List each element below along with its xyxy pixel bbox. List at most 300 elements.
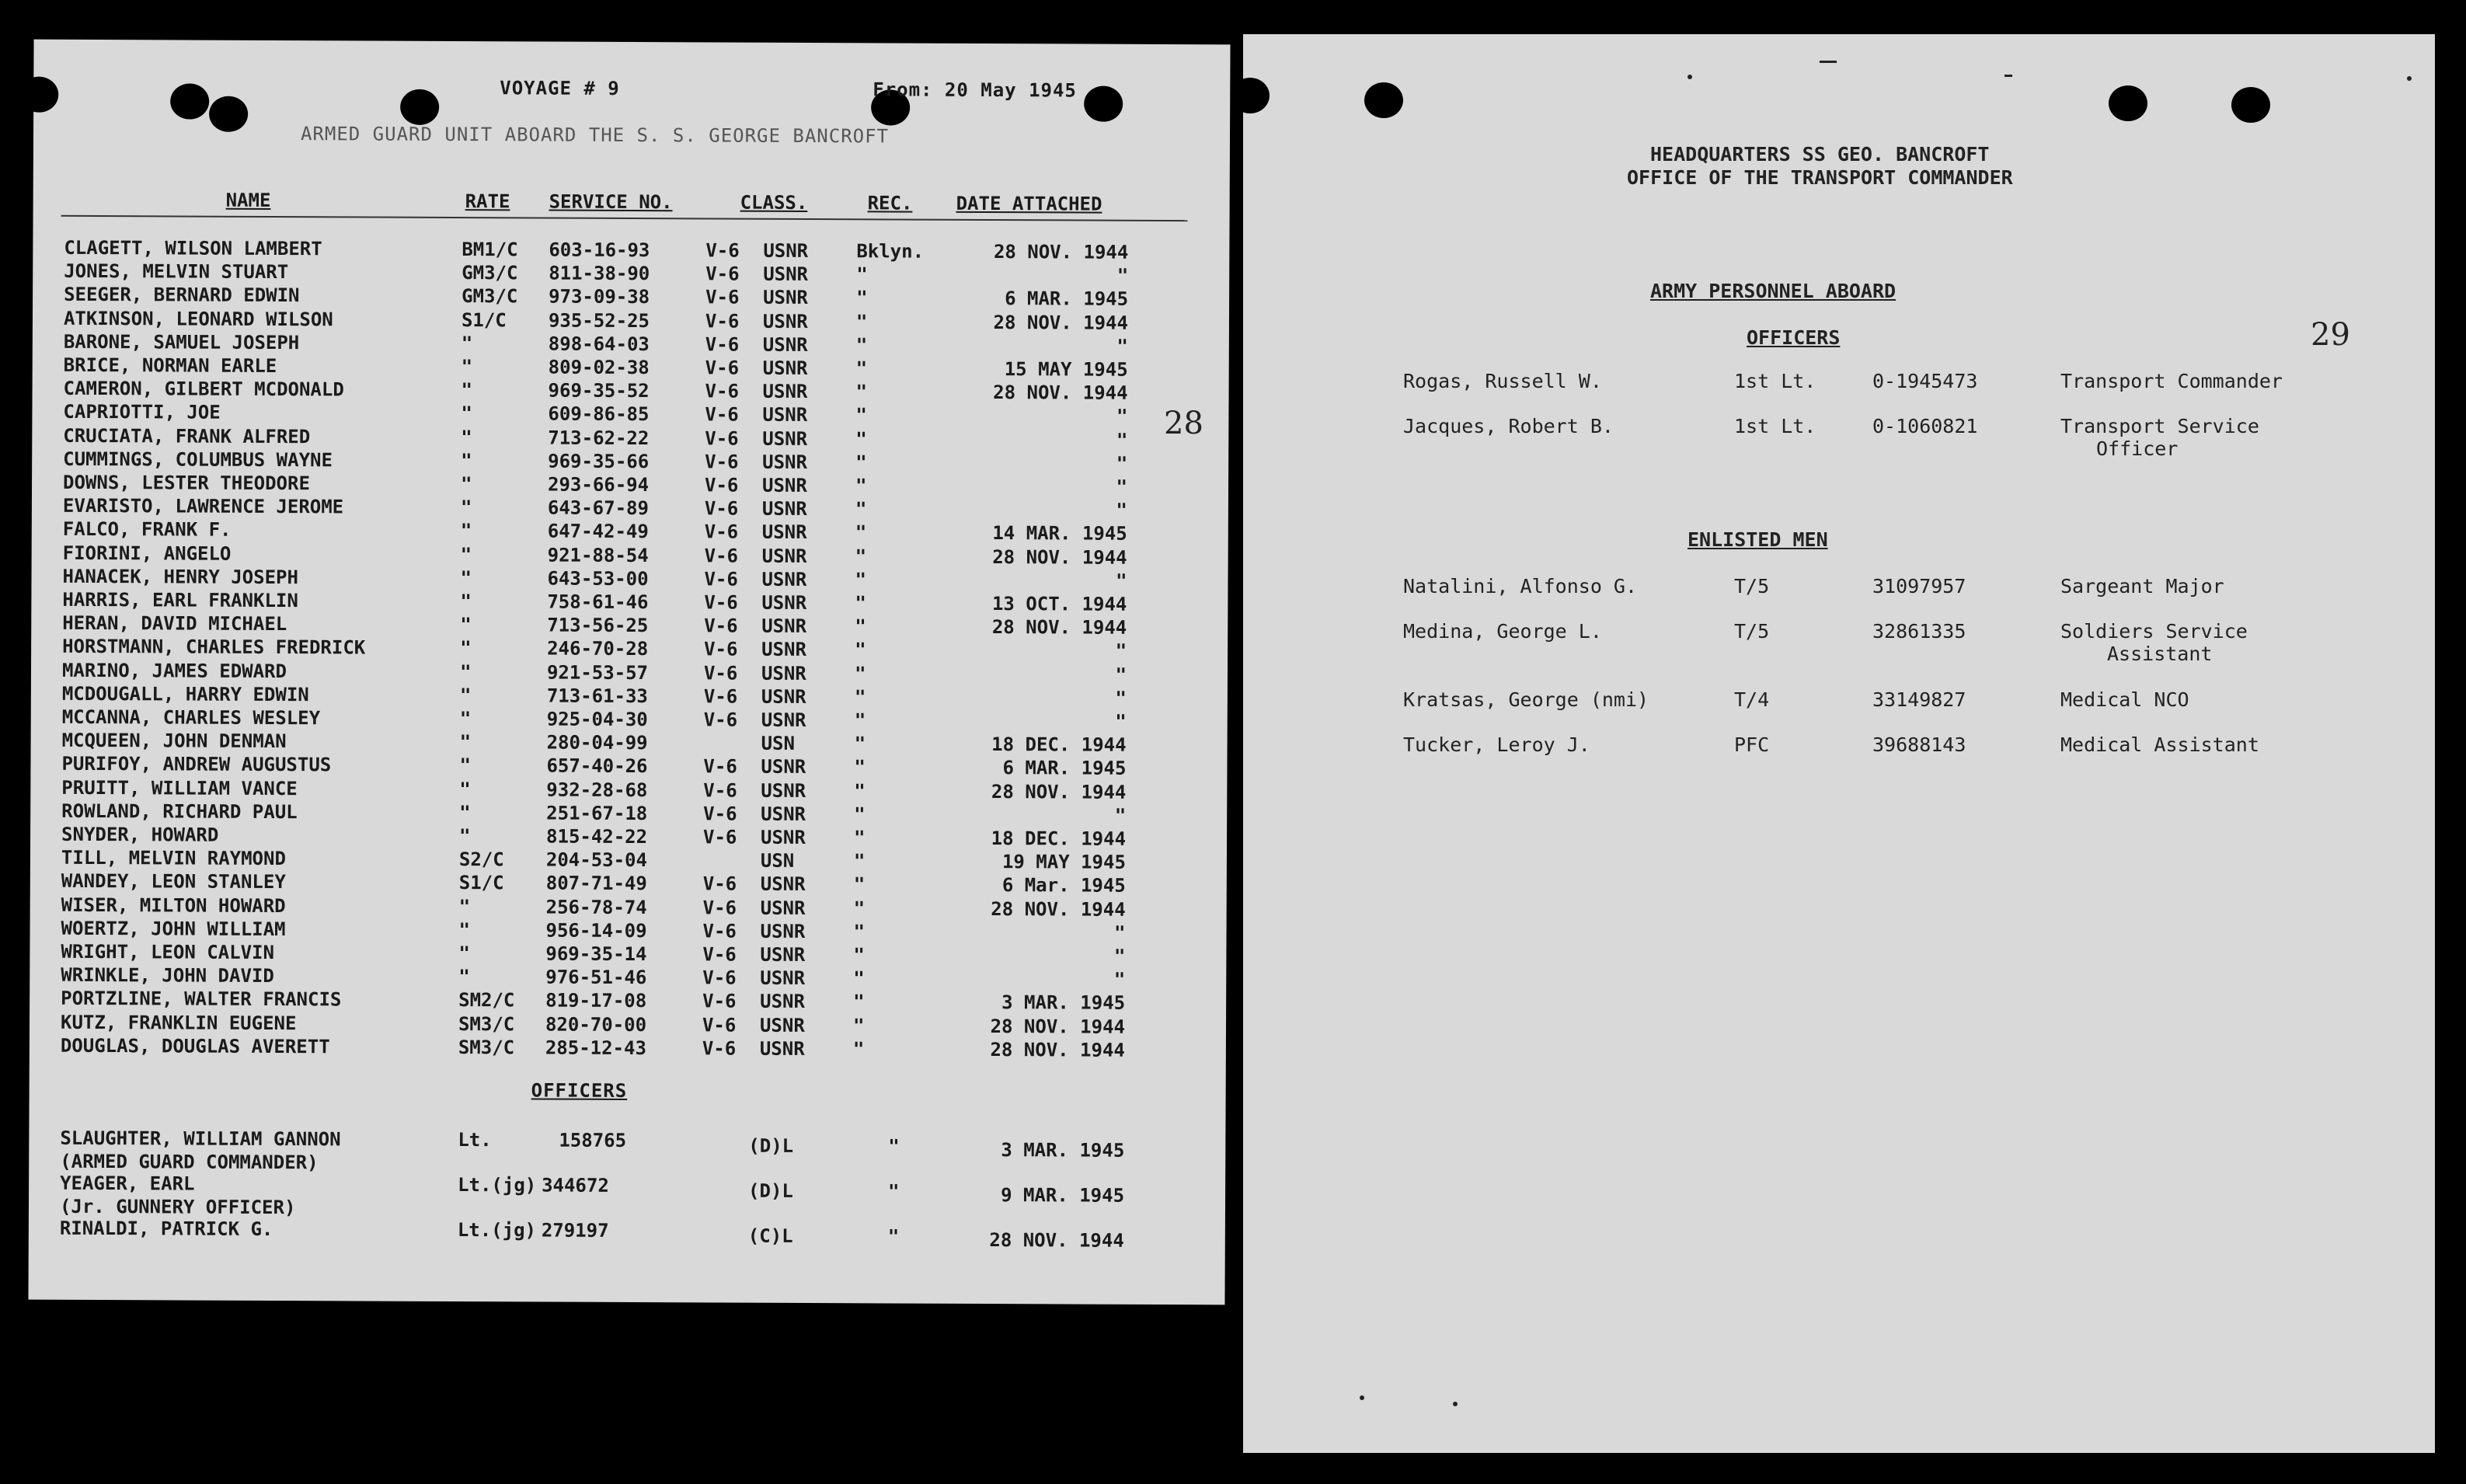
crew-rec: " — [855, 569, 867, 591]
crew-registry: USNR — [762, 333, 808, 356]
crew-rate: " — [458, 942, 470, 965]
officer-class: (C)L — [747, 1224, 793, 1247]
crew-name: BRICE, NORMAN EARLE — [63, 354, 277, 378]
crew-date-attached: 28 NOV. 1944 — [993, 381, 1128, 404]
crew-service-number: 285-12-43 — [545, 1036, 646, 1060]
officer-name: YEAGER, EARL — [60, 1172, 195, 1195]
crew-name: PRUITT, WILLIAM VANCE — [61, 776, 298, 800]
crew-name: HANACEK, HENRY JOSEPH — [62, 565, 299, 589]
crew-rate: GM3/C — [462, 262, 518, 284]
rec-column-header: REC. — [867, 192, 913, 214]
crew-name: FALCO, FRANK F. — [62, 517, 232, 541]
crew-date-attached: " — [1114, 921, 1126, 944]
punch-hole — [19, 77, 58, 113]
speck — [1688, 75, 1692, 79]
speck — [2004, 75, 2012, 77]
crew-name: FIORINI, ANGELO — [62, 542, 232, 565]
crew-rate: " — [460, 520, 472, 542]
crew-registry: USNR — [761, 474, 807, 496]
crew-rate: GM3/C — [462, 285, 518, 308]
crew-registry: USNR — [761, 685, 806, 708]
crew-class: V-6 — [704, 474, 739, 496]
crew-service-number: 713-61-33 — [546, 685, 648, 708]
crew-service-number: 204-53-04 — [545, 848, 648, 872]
person-serial-number: 0-1945473 — [1872, 370, 1978, 392]
crew-class: V-6 — [703, 755, 737, 778]
crew-date-attached: 28 NOV. 1944 — [990, 1015, 1126, 1038]
crew-class: V-6 — [705, 333, 740, 356]
crew-date-attached: " — [1116, 335, 1128, 357]
crew-rec: " — [855, 615, 866, 638]
crew-registry: USNR — [760, 920, 806, 942]
crew-name: DOWNS, LESTER THEODORE — [62, 471, 311, 495]
officer-rate: Lt.(jg) — [458, 1174, 537, 1197]
crew-class: V-6 — [705, 427, 739, 450]
person-duty-continued: Assistant — [2107, 643, 2213, 665]
crew-date-attached: 28 NOV. 1944 — [993, 312, 1129, 334]
crew-class: V-6 — [702, 990, 737, 1012]
crew-name: PURIFOY, ANDREW AUGUSTUS — [61, 752, 332, 776]
crew-rate: " — [460, 496, 472, 519]
officer-service-number: 279197 — [541, 1219, 609, 1242]
crew-class: V-6 — [703, 803, 737, 825]
person-duty: Sargeant Major — [2060, 575, 2224, 597]
crew-date-attached: 28 NOV. 1944 — [991, 898, 1126, 921]
crew-registry: USNR — [760, 990, 806, 1012]
crew-registry: USN — [761, 732, 796, 754]
service-column-header: SERVICE NO. — [549, 190, 673, 214]
crew-rec: " — [854, 733, 866, 755]
crew-registry: USNR — [760, 943, 806, 966]
crew-date-attached: " — [1114, 804, 1127, 827]
person-serial-number: 33149827 — [1872, 688, 1966, 711]
crew-name: CRUCIATA, FRANK ALFRED — [63, 424, 311, 448]
crew-service-number: 811-38-90 — [549, 262, 650, 285]
crew-name: WISER, MILTON HOWARD — [61, 894, 286, 918]
crew-registry: USNR — [761, 662, 806, 685]
crew-class: V-6 — [704, 521, 739, 543]
punch-hole — [1364, 82, 1403, 118]
office-heading: OFFICE OF THE TRANSPORT COMMANDER — [1627, 166, 2013, 189]
crew-service-number: 969-35-66 — [548, 450, 650, 473]
crew-rec: " — [852, 1015, 865, 1037]
officers-heading: OFFICERS — [1747, 326, 1841, 349]
crew-rec: " — [855, 545, 867, 568]
crew-class: V-6 — [703, 709, 738, 731]
crew-registry: USNR — [763, 263, 809, 285]
crew-service-number: 815-42-22 — [546, 825, 648, 848]
crew-service-number: 969-35-52 — [548, 379, 650, 402]
person-duty: Medical NCO — [2060, 688, 2189, 711]
crew-rate: S2/C — [458, 848, 504, 871]
crew-date-attached: " — [1115, 639, 1127, 662]
headquarters-heading: HEADQUARTERS SS GEO. BANCROFT — [1650, 143, 1990, 165]
officer-class: (D)L — [748, 1134, 794, 1157]
crew-date-attached: 28 NOV. 1944 — [993, 241, 1129, 263]
crew-registry: USNR — [759, 1014, 805, 1036]
person-serial-number: 32861335 — [1872, 620, 1966, 643]
crew-class: V-6 — [702, 1037, 737, 1060]
officer-rec: " — [888, 1135, 900, 1158]
crew-rec: " — [853, 873, 866, 896]
crew-name: BARONE, SAMUEL JOSEPH — [63, 330, 300, 354]
crew-date-attached: 6 MAR. 1945 — [1005, 287, 1129, 310]
crew-name: PORTZLINE, WALTER FRANCIS — [61, 987, 342, 1011]
crew-rec: " — [854, 709, 866, 732]
punch-hole — [170, 83, 209, 119]
crew-service-number: 280-04-99 — [546, 731, 648, 754]
header-rule — [61, 215, 1188, 221]
crew-rec: " — [855, 357, 868, 380]
crew-date-attached: 13 OCT. 1944 — [991, 593, 1127, 615]
crew-rec: " — [853, 944, 865, 967]
crew-service-number: 820-70-00 — [545, 1013, 647, 1036]
crew-name: SNYDER, HOWARD — [61, 823, 219, 846]
person-rank: T/4 — [1734, 688, 1770, 711]
crew-registry: USNR — [761, 497, 807, 520]
crew-class: V-6 — [703, 779, 737, 802]
punch-hole — [400, 89, 439, 125]
crew-service-number: 956-14-09 — [545, 919, 647, 942]
crew-registry: USNR — [761, 638, 806, 660]
class-column-header: CLASS. — [740, 191, 808, 214]
crew-class: V-6 — [703, 685, 738, 708]
crew-registry: USNR — [760, 897, 806, 919]
officer-name: RINALDI, PATRICK G. — [59, 1217, 273, 1241]
crew-rec: " — [855, 428, 867, 451]
crew-name: CUMMINGS, COLUMBUS WAYNE — [63, 448, 333, 472]
person-serial-number: 31097957 — [1872, 575, 1966, 597]
crew-name: WOERTZ, JOHN WILLIAM — [61, 917, 286, 941]
crew-date-attached: " — [1116, 499, 1127, 521]
crew-registry: USNR — [763, 286, 808, 308]
crew-date-attached: " — [1116, 405, 1128, 427]
crew-name: EVARISTO, LAWRENCE JEROME — [62, 494, 344, 518]
crew-rec: Bklyn. — [856, 240, 925, 263]
officer-class: (D)L — [748, 1179, 793, 1202]
crew-rec: " — [855, 404, 867, 427]
officer-rate: Lt. — [458, 1129, 492, 1151]
person-name: Medina, George L. — [1403, 620, 1602, 643]
name-column-header: NAME — [225, 189, 271, 211]
crew-registry: USNR — [762, 380, 808, 402]
crew-rate: S1/C — [461, 309, 507, 332]
crew-date-attached: 18 DEC. 1944 — [991, 733, 1127, 756]
officer-role-note: (Jr. GUNNERY OFFICER) — [59, 1195, 296, 1219]
crew-class: V-6 — [702, 920, 737, 942]
crew-date-attached: " — [1116, 264, 1129, 287]
crew-rec: " — [854, 780, 866, 803]
officers-heading: OFFICERS — [531, 1079, 628, 1102]
crew-rec: " — [855, 451, 867, 474]
crew-class: V-6 — [705, 357, 740, 379]
crew-date-attached: " — [1113, 945, 1126, 967]
crew-service-number: 976-51-46 — [545, 966, 647, 989]
page-number-right: 29 — [2311, 317, 2350, 353]
crew-rate: " — [458, 966, 470, 988]
punch-hole — [2109, 85, 2147, 121]
crew-rate: S1/C — [458, 872, 504, 894]
crew-service-number: 809-02-38 — [548, 356, 650, 379]
crew-class: V-6 — [702, 967, 737, 989]
crew-rec: " — [856, 287, 868, 309]
crew-date-attached: " — [1115, 664, 1127, 686]
officer-service-number: 158765 — [559, 1129, 627, 1151]
crew-registry: USNR — [761, 591, 807, 614]
crew-class: V-6 — [703, 826, 737, 848]
crew-name: HARRIS, EARL FRANKLIN — [62, 588, 298, 612]
crew-rate: SM3/C — [458, 1013, 515, 1036]
crew-service-number: 898-64-03 — [548, 333, 650, 356]
crew-service-number: 713-62-22 — [548, 427, 650, 450]
crew-name: MCQUEEN, JOHN DENMAN — [61, 729, 287, 753]
crew-rec: " — [853, 991, 865, 1013]
crew-rate: " — [460, 614, 472, 636]
crew-class: V-6 — [705, 286, 740, 308]
crew-class: V-6 — [703, 662, 738, 685]
person-duty: Transport Commander — [2060, 370, 2283, 392]
crew-registry: USNR — [760, 873, 806, 895]
person-duty: Transport Service — [2060, 415, 2259, 437]
person-rank: 1st Lt. — [1734, 370, 1816, 392]
crew-rate: " — [460, 567, 472, 590]
crew-registry: USNR — [763, 239, 809, 262]
army-personnel-heading: ARMY PERSONNEL ABOARD — [1650, 280, 1897, 302]
crew-rec: " — [855, 334, 868, 357]
crew-rate: " — [459, 731, 472, 754]
person-name: Natalini, Alfonso G. — [1403, 575, 1638, 597]
crew-rate: " — [460, 590, 472, 613]
officer-rate: Lt.(jg) — [457, 1219, 537, 1242]
crew-rate: " — [460, 637, 472, 660]
crew-rec: " — [852, 1038, 865, 1061]
crew-registry: USNR — [762, 403, 808, 426]
speck — [1453, 1402, 1458, 1406]
crew-rec: " — [855, 311, 868, 333]
crew-service-number: 921-53-57 — [546, 661, 649, 685]
crew-service-number: 657-40-26 — [546, 754, 648, 778]
person-rank: PFC — [1734, 733, 1770, 756]
punch-hole — [2463, 89, 2466, 124]
crew-service-number: 246-70-28 — [547, 637, 649, 660]
person-duty: Medical Assistant — [2060, 733, 2259, 756]
crew-class: V-6 — [704, 568, 738, 590]
person-rank: T/5 — [1734, 575, 1770, 597]
crew-rec: " — [854, 663, 866, 685]
crew-name: MCDOUGALL, HARRY EDWIN — [61, 682, 309, 706]
crew-rate: " — [461, 427, 472, 449]
crew-class: V-6 — [705, 310, 740, 333]
crew-name: CAPRIOTTI, JOE — [63, 400, 221, 423]
crew-rec: " — [855, 639, 866, 661]
crew-name: JONES, MELVIN STUART — [64, 260, 289, 284]
person-duty-continued: Officer — [2096, 437, 2179, 460]
crew-rate: " — [460, 473, 472, 496]
crew-name: WRIGHT, LEON CALVIN — [61, 940, 275, 964]
crew-name: CLAGETT, WILSON LAMBERT — [64, 236, 322, 260]
crew-rate: BM1/C — [462, 239, 518, 261]
crew-rate: " — [458, 919, 471, 942]
crew-rec: " — [855, 592, 866, 615]
officer-date-attached: 28 NOV. 1944 — [989, 1229, 1124, 1252]
enlisted-heading: ENLISTED MEN — [1688, 528, 1828, 551]
crew-rec: " — [855, 381, 868, 403]
crew-registry: USNR — [759, 1037, 805, 1060]
crew-service-number: 643-67-89 — [547, 496, 650, 520]
crew-date-attached: 3 MAR. 1945 — [1001, 991, 1126, 1014]
person-serial-number: 0-1060821 — [1872, 415, 1978, 437]
crew-rate: SM2/C — [458, 989, 515, 1012]
crew-rate: " — [460, 544, 472, 566]
crew-registry: USNR — [762, 451, 808, 473]
crew-date-attached: 28 NOV. 1944 — [992, 546, 1127, 569]
crew-service-number: 969-35-14 — [545, 942, 647, 966]
person-name: Rogas, Russell W. — [1403, 370, 1602, 392]
person-name: Jacques, Robert B. — [1403, 415, 1614, 437]
crew-rec: " — [854, 803, 866, 826]
crew-date-attached: " — [1113, 968, 1126, 991]
crew-rate: " — [459, 661, 472, 684]
crew-class: V-6 — [702, 1014, 737, 1036]
crew-service-number: 921-88-54 — [547, 544, 649, 567]
punch-hole — [1084, 86, 1123, 122]
crew-service-number: 293-66-94 — [547, 473, 650, 496]
crew-date-attached: 28 NOV. 1944 — [990, 1039, 1125, 1061]
crew-class: V-6 — [705, 263, 740, 285]
crew-rate: " — [461, 356, 473, 378]
crew-date-attached: 15 MAY 1945 — [1004, 358, 1128, 381]
crew-rate: SM3/C — [458, 1036, 515, 1059]
crew-name: HORSTMANN, CHARLES FREDRICK — [62, 635, 366, 659]
crew-rate: " — [459, 708, 472, 730]
left-document-page — [28, 40, 1230, 1305]
crew-registry: USNR — [761, 545, 807, 567]
crew-class: V-6 — [704, 591, 738, 614]
crew-rate: " — [459, 825, 471, 848]
crew-rate: " — [459, 685, 472, 707]
officer-rec: " — [887, 1225, 900, 1248]
crew-service-number: 609-86-85 — [548, 402, 650, 426]
page-number-left: 28 — [1164, 406, 1203, 441]
crew-class: V-6 — [705, 403, 739, 426]
punch-hole — [1231, 78, 1270, 113]
officer-name: SLAUGHTER, WILLIAM GANNON — [60, 1127, 341, 1151]
crew-rate: " — [458, 896, 471, 918]
crew-service-number: 807-71-49 — [545, 872, 647, 895]
right-document-page — [1243, 34, 2435, 1453]
crew-date-attached: 6 Mar. 1945 — [1001, 874, 1126, 897]
crew-service-number: 935-52-25 — [548, 309, 650, 333]
crew-service-number: 973-09-38 — [549, 285, 650, 308]
officer-rec: " — [888, 1180, 900, 1203]
crew-registry: USNR — [761, 521, 807, 543]
crew-class: V-6 — [705, 380, 739, 402]
crew-name: DOUGLAS, DOUGLAS AVERETT — [60, 1034, 330, 1058]
crew-class: V-6 — [702, 897, 737, 919]
document-subtitle: ARMED GUARD UNIT ABOARD THE S. S. GEORGE BANCROFT — [300, 123, 890, 148]
crew-service-number: 758-61-46 — [547, 590, 649, 614]
speck — [1820, 61, 1837, 63]
rate-column-header: RATE — [465, 190, 510, 213]
crew-name: TILL, MELVIN RAYMOND — [61, 846, 286, 870]
crew-service-number: 819-17-08 — [545, 989, 647, 1012]
crew-registry: USNR — [761, 615, 807, 637]
speck — [1360, 1395, 1364, 1400]
crew-class: V-6 — [702, 943, 737, 966]
crew-rec: " — [853, 850, 866, 873]
crew-rec: " — [854, 686, 866, 709]
crew-service-number: 713-56-25 — [547, 614, 649, 637]
crew-rate: " — [459, 802, 471, 824]
crew-class: V-6 — [705, 451, 739, 473]
crew-date-attached: 6 MAR. 1945 — [1002, 757, 1127, 779]
crew-name: KUTZ, FRANKLIN EUGENE — [60, 1011, 297, 1035]
crew-rate: " — [461, 450, 472, 472]
crew-registry: USNR — [761, 803, 806, 825]
crew-date-attached: 19 MAY 1945 — [1001, 851, 1126, 873]
crew-class: V-6 — [705, 239, 740, 262]
person-serial-number: 39688143 — [1872, 733, 1966, 756]
crew-rec: " — [855, 475, 867, 497]
crew-name: SEEGER, BERNARD EDWIN — [64, 283, 300, 307]
crew-name: WANDEY, LEON STANLEY — [61, 869, 286, 894]
crew-registry: USNR — [762, 427, 808, 450]
crew-registry: USNR — [761, 779, 806, 802]
crew-name: CAMERON, GILBERT MCDONALD — [63, 377, 344, 401]
crew-date-attached: 18 DEC. 1944 — [991, 827, 1127, 850]
crew-registry: USNR — [761, 826, 806, 848]
crew-date-attached: " — [1116, 429, 1128, 451]
person-rank: 1st Lt. — [1734, 415, 1816, 437]
crew-date-attached: " — [1116, 452, 1128, 475]
crew-service-number: 251-67-18 — [546, 802, 648, 825]
crew-registry: USNR — [762, 310, 808, 333]
crew-class: V-6 — [704, 615, 738, 637]
crew-service-number: 647-42-49 — [547, 520, 649, 543]
voyage-number: VOYAGE # 9 — [500, 77, 620, 99]
crew-date-attached: 28 NOV. 1944 — [991, 616, 1127, 639]
crew-registry: USNR — [761, 709, 806, 731]
person-name: Tucker, Leroy J. — [1403, 733, 1590, 756]
crew-date-attached: " — [1115, 710, 1127, 733]
crew-rate: " — [461, 402, 472, 425]
crew-rec: " — [853, 897, 866, 920]
officer-role-note: (ARMED GUARD COMMANDER) — [60, 1150, 319, 1174]
crew-rate: " — [461, 333, 473, 355]
crew-rate: " — [459, 779, 471, 801]
crew-class: V-6 — [704, 638, 738, 660]
crew-rec: " — [855, 521, 867, 544]
crew-rec: " — [856, 263, 868, 286]
crew-registry: USNR — [761, 568, 807, 590]
crew-date-attached: " — [1116, 476, 1128, 498]
crew-name: HERAN, DAVID MICHAEL — [62, 611, 287, 636]
crew-name: MARINO, JAMES EDWARD — [61, 659, 287, 683]
crew-class: V-6 — [702, 873, 737, 895]
crew-date-attached: " — [1115, 687, 1127, 709]
punch-hole — [2231, 87, 2270, 123]
crew-date-attached: " — [1116, 570, 1127, 592]
crew-date-attached: 28 NOV. 1944 — [991, 781, 1127, 803]
crew-rate: " — [461, 379, 473, 402]
person-rank: T/5 — [1734, 620, 1770, 643]
officer-service-number: 344672 — [542, 1174, 609, 1197]
crew-service-number: 925-04-30 — [546, 708, 648, 731]
crew-name: ATKINSON, LEONARD WILSON — [63, 307, 333, 331]
crew-registry: USNR — [760, 967, 806, 989]
crew-rec: " — [853, 921, 866, 943]
person-name: Kratsas, George (nmi) — [1403, 688, 1649, 711]
